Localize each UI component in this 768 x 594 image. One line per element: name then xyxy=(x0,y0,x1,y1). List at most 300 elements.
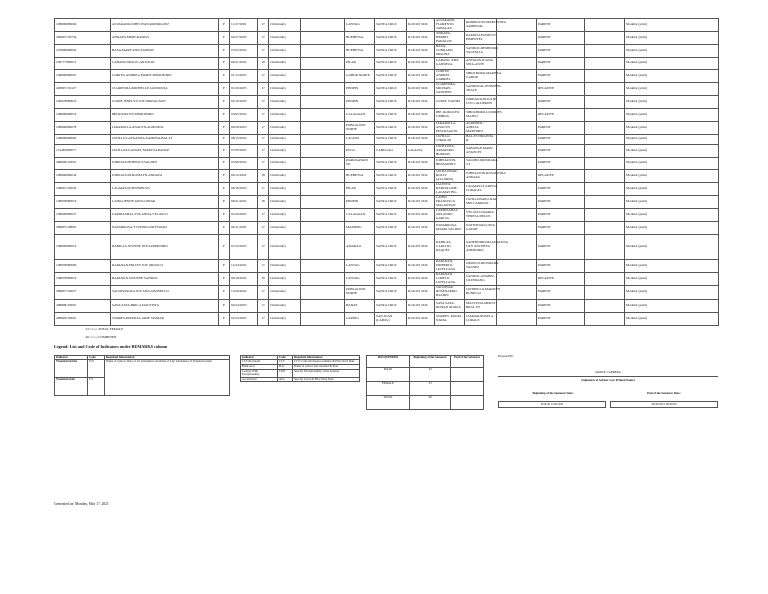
legend-header: Indicator xyxy=(241,355,278,360)
learner-name: LARDIZABAL,YOLANDA,VELASCO xyxy=(111,208,219,221)
birth-date: 09/29/2003 xyxy=(230,121,258,134)
religion: Christianity xyxy=(269,208,301,221)
total-female-count: 23 xyxy=(85,326,89,331)
legend-indicator: Accelerated xyxy=(241,377,278,382)
barangay: POBLACION NORTE xyxy=(345,285,375,299)
guardian-name xyxy=(497,182,537,195)
learner-name: JOBNACION,BENCY,VALDEZ xyxy=(111,157,219,169)
learner-sex: F xyxy=(219,208,230,221)
house-street xyxy=(301,31,345,44)
religion: Christianity xyxy=(269,134,301,144)
learner-age: 17 xyxy=(258,312,269,325)
learner-name: CABATO,NOSCIL,ANTOLIN xyxy=(111,57,219,69)
learner-lrn: 108606080001 xyxy=(55,69,111,82)
relationship: PARENT xyxy=(537,259,585,272)
legend-table-other xyxy=(240,355,360,383)
learner-lrn: 108606080027 xyxy=(55,208,111,221)
province: ILOCOS SUR xyxy=(407,285,435,299)
relationship: PARENT xyxy=(537,157,585,169)
learner-lrn: 106777080012 xyxy=(55,57,111,69)
learner-sex: F xyxy=(219,121,230,134)
learner-row xyxy=(55,272,719,285)
birth-date: 02/20/2003 xyxy=(230,208,258,221)
religion: Christianity xyxy=(269,69,301,82)
father-name: SAYA SAYA, RONAN ATAIZA xyxy=(435,299,465,312)
contact-number xyxy=(585,144,625,157)
learner-row xyxy=(55,108,719,121)
reg-begin: 46 xyxy=(410,395,451,409)
reg-end xyxy=(451,367,484,381)
guardian-name xyxy=(497,272,537,285)
birth-date: 03/05/2003 xyxy=(230,108,258,121)
barangay: BUEBESSA xyxy=(345,31,375,44)
legend-indicator: CCT Recipient xyxy=(241,360,278,365)
learner-age: 17 xyxy=(258,234,269,259)
learner-age: 17 xyxy=(258,285,269,299)
learning-modality: Modular (print) xyxy=(625,169,719,182)
contact-number xyxy=(585,208,625,221)
learning-modality: Modular (print) xyxy=(625,272,719,285)
relationship: PARENT xyxy=(537,299,585,312)
house-street xyxy=(301,121,345,134)
legend-indicator: Transferred In xyxy=(55,378,88,396)
learner-name: SAYA,SAYA,BRICA MAUTISTA xyxy=(111,299,219,312)
generated-on: Generated on: Monday, May 17, 2021 xyxy=(54,502,109,506)
learner-sex: F xyxy=(219,57,230,69)
province: ILOCOS SUR xyxy=(407,208,435,221)
learner-sex: F xyxy=(219,234,230,259)
province: ILOCOS SUR xyxy=(407,95,435,108)
learner-sex: F xyxy=(219,44,230,57)
father-name: JAVILLO, VIRGILIO xyxy=(435,134,465,144)
province: ILOCOS SUR xyxy=(407,69,435,82)
relationship: RELATIVE xyxy=(537,108,585,121)
learner-age: 17 xyxy=(258,144,269,157)
learner-row xyxy=(55,57,719,69)
birth-date: 04/10/2003 xyxy=(230,95,258,108)
learner-name: RABILAS,JUSTINE JOY,SADERNIRO xyxy=(111,234,219,259)
learner-age: 17 xyxy=(258,134,269,144)
contact-number xyxy=(585,57,625,69)
learner-sex: F xyxy=(219,259,230,272)
begin-sem-header: Beginning of the Semester xyxy=(410,355,451,367)
relationship: PARENT xyxy=(537,312,585,325)
relationship: PARENT xyxy=(537,19,585,32)
learning-modality: Modular (print) xyxy=(625,69,719,82)
mother-name: RAMOS,LEONILYN PIMENTEL xyxy=(465,31,497,44)
learner-age: 17 xyxy=(258,259,269,272)
learner-name: JAVILLO,LAYAANNA KATRINA,BAL-IT xyxy=(111,134,219,144)
learner-row xyxy=(55,221,719,234)
learner-rows xyxy=(55,19,719,326)
guardian-name xyxy=(497,95,537,108)
learner-sex: F xyxy=(219,195,230,208)
learner-sex: F xyxy=(219,82,230,95)
legend-title: Legend: List and Code of Indicators under REMARKS column xyxy=(54,343,168,349)
end-date-label: End of the Semester Date: xyxy=(647,390,681,395)
birth-date: 07/09/2003 xyxy=(230,144,258,157)
learner-row xyxy=(55,312,719,325)
municipality: SANTA CRUZ xyxy=(375,221,407,234)
combined-count: 46 xyxy=(85,334,89,339)
learner-age: 17 xyxy=(258,108,269,121)
learner-lrn: 108606080078 xyxy=(55,121,111,134)
father-name: BASA, CONRADO MOLINA xyxy=(435,44,465,57)
begin-date-value: 8/24/20 12:00 AM xyxy=(498,401,606,409)
province: LAGUNA xyxy=(407,144,435,157)
learning-modality: Modular (print) xyxy=(625,44,719,57)
combined-row xyxy=(55,334,719,342)
municipality: SANTA CRUZ xyxy=(375,95,407,108)
learner-age: 17 xyxy=(258,95,269,108)
mother-name: JASMAR,ROSELA CORALE xyxy=(465,312,497,325)
barangay: DAROGAWAN SO xyxy=(345,157,375,169)
end-date-value: 06/30/2021 00:00:00 xyxy=(610,401,718,409)
learner-age: 17 xyxy=(258,44,269,57)
barangay: CALAOAAN xyxy=(345,108,375,121)
learner-name: SALDIVAR,MA JOY ANN,JAVINELLO xyxy=(111,285,219,299)
guardian-name xyxy=(497,157,537,169)
religion: Christianity xyxy=(269,57,301,69)
barangay: LANTAG xyxy=(345,19,375,32)
learner-sex: F xyxy=(219,95,230,108)
province: ILOCOS SUR xyxy=(407,272,435,285)
house-street xyxy=(301,144,345,157)
province: ILOCOS SUR xyxy=(407,259,435,272)
contact-number xyxy=(585,259,625,272)
legend-section xyxy=(54,351,718,421)
province: ILOCOS SUR xyxy=(407,57,435,69)
learner-lrn: 106678080019 xyxy=(55,95,111,108)
reg-end xyxy=(451,381,484,395)
learning-modality: Modular (print) xyxy=(625,134,719,144)
birth-date: 01/13/2003 xyxy=(230,69,258,82)
municipality: SANTA CRUZ xyxy=(375,157,407,169)
religion: Christianity xyxy=(269,157,301,169)
contact-number xyxy=(585,182,625,195)
learner-age: 18 xyxy=(258,272,269,285)
house-street xyxy=(301,182,345,195)
house-street xyxy=(301,69,345,82)
guardian-name xyxy=(497,108,537,121)
birth-date: 01/20/2003 xyxy=(230,82,258,95)
legend-info: Specify Level & Effectivity Date xyxy=(293,377,360,382)
relationship: PARENT xyxy=(537,144,585,157)
learner-name: RAPANAN,FRLIXY JOY OROZCO xyxy=(111,259,219,272)
contact-number xyxy=(585,221,625,234)
legend-header: Required Information xyxy=(105,355,230,360)
house-street xyxy=(301,312,345,325)
learner-age: 17 xyxy=(258,69,269,82)
barangay: PILAR xyxy=(345,57,375,69)
relationship: PARENT xyxy=(537,69,585,82)
learner-lrn: 400807150127 xyxy=(55,82,111,95)
religion: Christianity xyxy=(269,82,301,95)
house-street xyxy=(301,234,345,259)
learner-lrn: 105906080004 xyxy=(55,44,111,57)
municipality: SANTA CRUZ xyxy=(375,195,407,208)
learner-lrn: 108606080016 xyxy=(55,234,111,259)
contact-number xyxy=(585,272,625,285)
contact-number xyxy=(585,69,625,82)
learner-lrn: 108607150043 xyxy=(55,182,111,195)
learner-row xyxy=(55,208,719,221)
father-name: GUDIE, DANIEL xyxy=(435,95,465,108)
municipality: SANTA CRUZ xyxy=(375,121,407,134)
guardian-name xyxy=(497,285,537,299)
legend-header: Code xyxy=(88,355,105,360)
religion: Christianity xyxy=(269,272,301,285)
guardian-name xyxy=(497,57,537,69)
mother-name: MAUTISTA,MERLY BRAL ZY xyxy=(465,299,497,312)
father-name: SALDIVAR, ROSENARDO BALBIN xyxy=(435,285,465,299)
legend-info: CCT Control/reference number & Effectivity Date xyxy=(293,360,360,365)
province: ILOCOS SUR xyxy=(407,82,435,95)
learner-sex: F xyxy=(219,299,230,312)
municipality: SANTA CRUZ xyxy=(375,134,407,144)
learner-sex: F xyxy=(219,182,230,195)
guardian-name xyxy=(497,221,537,234)
guardian-name xyxy=(497,234,537,259)
barangay: AMARAO xyxy=(345,234,375,259)
religion: Christianity xyxy=(269,259,301,272)
birth-date: 09/12/2002 xyxy=(230,169,258,182)
relationship: PARENT xyxy=(537,134,585,144)
province: ILOCOS SUR xyxy=(407,195,435,208)
guardian-name xyxy=(497,44,537,57)
learner-age: 17 xyxy=(258,82,269,95)
relationship: RELATIVE xyxy=(537,169,585,182)
father-name: LAINO, FRANCISCO MALANYAN xyxy=(435,195,465,208)
end-sem-header: End of the Semester xyxy=(451,355,484,367)
contact-number xyxy=(585,108,625,121)
learner-lrn: 408807150027 xyxy=(55,285,111,299)
guardian-name xyxy=(497,69,537,82)
learning-modality: Modular (print) xyxy=(625,208,719,221)
learner-row xyxy=(55,44,719,57)
religion: Christianity xyxy=(269,312,301,325)
municipality: CABUGAO xyxy=(375,144,407,157)
house-street xyxy=(301,195,345,208)
province: ILOCOS SUR xyxy=(407,157,435,169)
barangay: PILAR xyxy=(345,182,375,195)
house-street xyxy=(301,299,345,312)
mother-name: JORDAGSON,JULIE LYN CALDERON xyxy=(465,95,497,108)
learner-name: LAGMAY,QUIENNIELYN xyxy=(111,182,219,195)
mother-name: SIBOLBORO,LOURDES MATEO xyxy=(465,108,497,121)
learner-name: ANDAYA,MERV,RAMOS xyxy=(111,31,219,44)
municipality: SANTA CRUZ xyxy=(375,208,407,221)
learner-name: TORRES,PATRICIA JADE JASMAR xyxy=(111,312,219,325)
mother-name: SANDOC,ANABEL LILINDANG xyxy=(465,272,497,285)
house-street xyxy=(301,57,345,69)
learner-age: 17 xyxy=(258,182,269,195)
legend-code: T/O xyxy=(88,360,105,378)
relationship: PARENT xyxy=(537,208,585,221)
guardian-name xyxy=(497,195,537,208)
learner-age: 17 xyxy=(258,208,269,221)
father-name: RABILAS, CARLITO RAQUEL xyxy=(435,234,465,259)
municipality: SANTA CRUZ xyxy=(375,182,407,195)
learner-lrn: 108606080082 xyxy=(55,134,111,144)
legend-info: Name of School, Date of 1st Attendance and Date of Last Attendance if Transferred Out xyxy=(105,360,230,396)
municipality: SANTA CRUZ xyxy=(375,299,407,312)
learner-lrn: 408808150001 xyxy=(55,299,111,312)
mother-name: VELASCO,MARIA TERESA DELOS xyxy=(465,208,497,221)
relationship: PARENT xyxy=(537,221,585,234)
province: ILOCOS SUR xyxy=(407,134,435,144)
learning-modality: Modular (print) xyxy=(625,95,719,108)
legend-indicator: Balik Aral xyxy=(241,364,278,369)
municipality: SANTA CRUZ xyxy=(375,259,407,272)
learning-modality: Modular (print) xyxy=(625,82,719,95)
learner-lrn: 408829150001 xyxy=(55,312,111,325)
learner-sex: F xyxy=(219,312,230,325)
birth-date: 03/06/2003 xyxy=(230,157,258,169)
learner-name: GUDIE,JENELYN JOY,JORDAGSON xyxy=(111,95,219,108)
father-name: TORRES, ROGEL NAVAL xyxy=(435,312,465,325)
relationship: RELATIVE xyxy=(537,272,585,285)
legend-indicator: Learner With Exceptionality xyxy=(241,369,278,377)
reg-label: FEMALE xyxy=(367,381,410,395)
learner-lrn: 408008150001 xyxy=(55,157,111,169)
legend-table-transfer xyxy=(54,355,230,397)
learner-name: JAVILLOSA,ANGEL MARY,SABANGE xyxy=(111,144,219,157)
learning-modality: Modular (print) xyxy=(625,285,719,299)
legend-code: LWE xyxy=(278,369,293,377)
learner-name: RAPANAN,SITUENE SANDOC xyxy=(111,272,219,285)
contact-number xyxy=(585,285,625,299)
learning-modality: Modular (print) xyxy=(625,234,719,259)
municipality: SANTA CRUZ xyxy=(375,44,407,57)
municipality: SAN JUAN (LAPOG) xyxy=(375,312,407,325)
religion: Christianity xyxy=(269,121,301,134)
relationship: PARENT xyxy=(537,234,585,259)
learning-modality: Modular (print) xyxy=(625,157,719,169)
province: ILOCOS SUR xyxy=(407,299,435,312)
learner-lrn: 108606080004 xyxy=(55,19,111,32)
learning-modality: Modular (print) xyxy=(625,144,719,157)
learner-row xyxy=(55,95,719,108)
learner-row xyxy=(55,299,719,312)
province: ILOCOS SUR xyxy=(407,19,435,32)
learning-modality: Modular (print) xyxy=(625,182,719,195)
mother-name: ALMONOL, ADELIA MARTINEZ xyxy=(465,121,497,134)
learner-name: CORTEZ,ANDREA MARIE SIBOLBORO xyxy=(111,69,219,82)
guardian-name xyxy=(497,121,537,134)
guardian-name xyxy=(497,82,537,95)
adviser-caption: (Signature of Adviser over Printed Name) xyxy=(581,377,635,382)
learning-modality: Modular (print) xyxy=(625,221,719,234)
legend-info: Specify Exceptionality of the Learner xyxy=(293,369,360,377)
relationship: PARENT xyxy=(537,31,585,44)
birth-date: 08/15/2003 xyxy=(230,134,258,144)
learner-row xyxy=(55,169,719,182)
province: ILOCOS SUR xyxy=(407,221,435,234)
father-name: NAVARROSA, MARIO VALDEZ xyxy=(435,221,465,234)
reg-label: TOTAL xyxy=(367,395,410,409)
barangay: MAMBOG xyxy=(345,221,375,234)
learner-row xyxy=(55,134,719,144)
birth-date: 09/21/2002 xyxy=(230,57,258,69)
house-street xyxy=(301,44,345,57)
father-name: JAVILLOSA, ARMANDO BONDOS xyxy=(435,144,465,157)
religion: Christianity xyxy=(269,169,301,182)
father-name: RAPANAN, LORETO JAVELLANA xyxy=(435,272,465,285)
father-name: JOBNACION, BENJAMIN T xyxy=(435,157,465,169)
barangay: LANTAG xyxy=(345,272,375,285)
contact-number xyxy=(585,95,625,108)
municipality: SANTA CRUZ xyxy=(375,234,407,259)
signature-line xyxy=(498,376,718,377)
relationship: PARENT xyxy=(537,195,585,208)
legend-indicator: Transferred Out xyxy=(55,360,88,378)
barangay: LANTAG xyxy=(345,259,375,272)
contact-number xyxy=(585,31,625,44)
father-name: JAVILLONAR, ROLLY (ALLORIN) xyxy=(435,169,465,182)
learner-row xyxy=(55,121,719,134)
learner-name: JARAMILLA,ANALYN,ALMONOL xyxy=(111,121,219,134)
mother-name: LAGMAY,CLARISSA CURALES xyxy=(465,182,497,195)
legend-code: B/A xyxy=(278,364,293,369)
religion: Christianity xyxy=(269,19,301,32)
municipality: SANTA CRUZ xyxy=(375,272,407,285)
learning-modality: Modular (print) xyxy=(625,57,719,69)
father-name: ANDAYA, HERBIT PADALOY xyxy=(435,31,465,44)
mother-name: JOBNACION,ROSALINDA ANDAYA xyxy=(465,169,497,182)
learner-lrn: 108678080099 xyxy=(55,259,111,272)
learner-lrn: 151483080077 xyxy=(55,144,111,157)
father-name: IBE, RODOLFO UBIBOA xyxy=(435,108,465,121)
mother-name: JAVILLONAR,LILIA MELCARRION xyxy=(465,195,497,208)
barangay: GABOR NORTE xyxy=(345,69,375,82)
municipality: SANTA CRUZ xyxy=(375,285,407,299)
learner-age: 18 xyxy=(258,195,269,208)
barangay: LAGUID xyxy=(345,134,375,144)
learner-age: 17 xyxy=(258,19,269,32)
house-street xyxy=(301,95,345,108)
combined-label: <=== COMBINED xyxy=(89,334,117,339)
father-name: CABATO, JOEL GANDEZA xyxy=(435,57,465,69)
learner-sex: F xyxy=(219,134,230,144)
province: ILOCOS SUR xyxy=(407,121,435,134)
mother-name: SABANGE,MARY ANGELES xyxy=(465,144,497,157)
learner-row xyxy=(55,144,719,157)
learner-lrn: 108678080019 xyxy=(55,195,111,208)
learner-name: JOBNACION,ROSELYN,ANDAYA xyxy=(111,169,219,182)
religion: Christianity xyxy=(269,108,301,121)
barangay: POBLACION NORTE xyxy=(345,121,375,134)
religion: Christianity xyxy=(269,44,301,57)
learner-lrn: 400807150734 xyxy=(55,31,111,44)
learner-table xyxy=(54,18,719,342)
mother-name: OROZCO,DIOSDADA VALDEZ xyxy=(465,259,497,272)
relationship: PARENT xyxy=(537,121,585,134)
relationship: PARENT xyxy=(537,44,585,57)
religion: Christianity xyxy=(269,31,301,44)
house-street xyxy=(301,259,345,272)
barangay: BANAY xyxy=(345,299,375,312)
registered-header: REGISTERED xyxy=(367,355,410,367)
reg-begin: 23 xyxy=(410,367,451,381)
reg-begin: 23 xyxy=(410,381,451,395)
learner-sex: F xyxy=(219,108,230,121)
begin-date-label: Beginning of the Semester Date: xyxy=(532,390,574,395)
religion: Christianity xyxy=(269,285,301,299)
learner-name: BASA,MARY ANN,SANDOC xyxy=(111,44,219,57)
learner-sex: F xyxy=(219,144,230,157)
municipality: SANTA CRUZ xyxy=(375,19,407,32)
